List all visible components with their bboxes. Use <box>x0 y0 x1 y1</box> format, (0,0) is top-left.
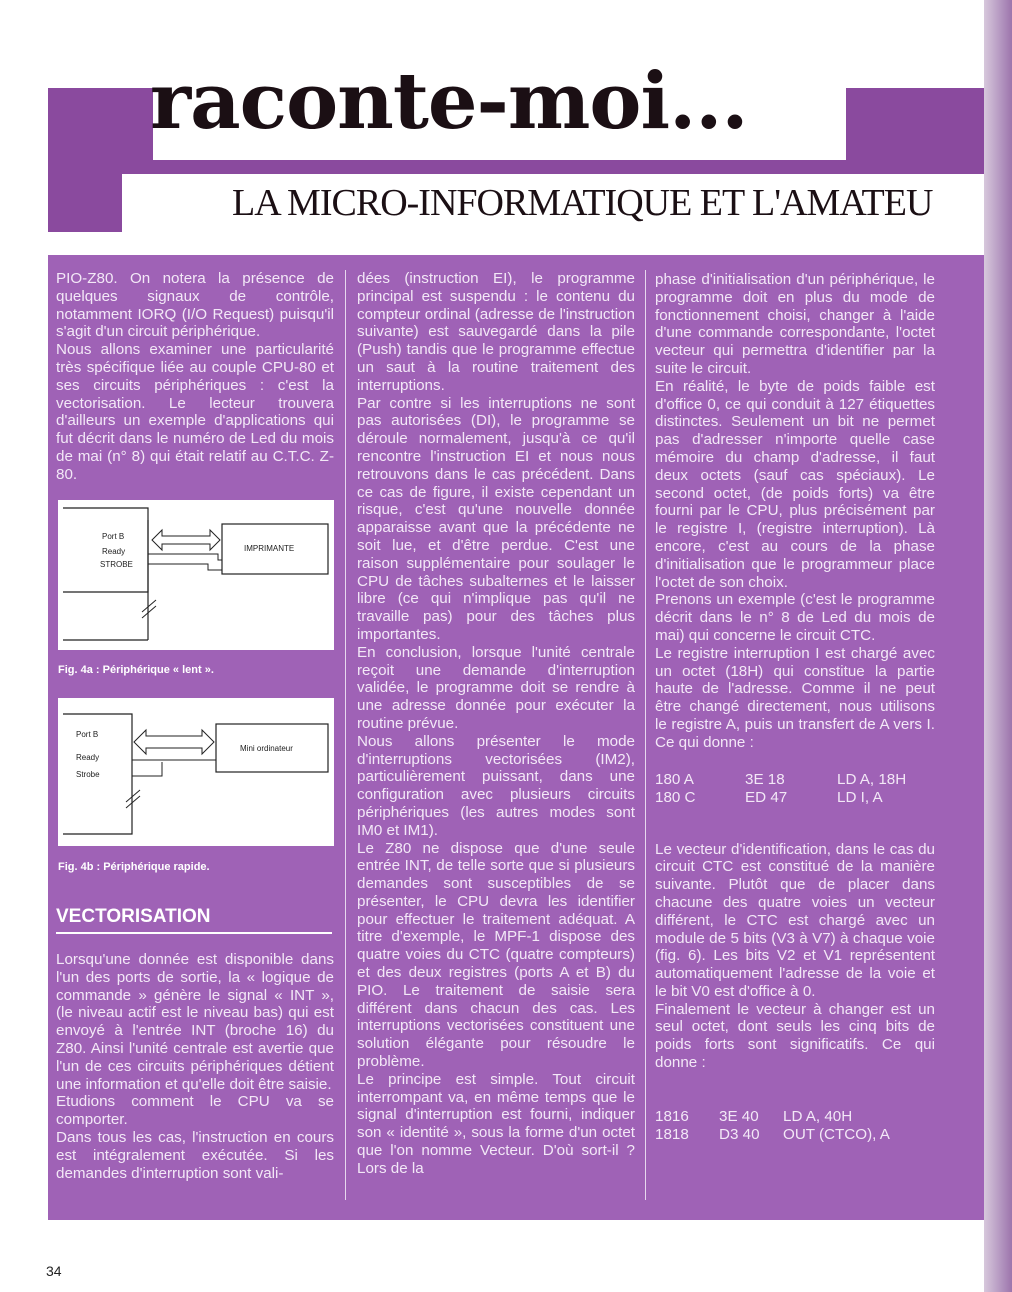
code-hex: 3E 18 <box>745 770 785 788</box>
section-heading-rule <box>56 932 332 934</box>
break-mark <box>126 790 140 802</box>
paragraph: phase d'initialisation d'un périphérique, le programme doit en plus du mode de fonctionnement choisi, changer à l'aide d'une commande correspondante, l'octet vecteur qui permettra d'identifier par la suite le circuit. <box>655 271 935 377</box>
subtitle-band <box>48 174 122 232</box>
masthead-rule <box>48 160 992 174</box>
figure-4a <box>58 500 334 650</box>
masthead-title: raconte-moi... <box>150 56 748 147</box>
code-address: 1818 <box>655 1125 689 1143</box>
break-mark <box>142 600 156 612</box>
ready-label: Ready <box>102 547 126 556</box>
paragraph: Prenons un exemple (c'est le programme décrit dans le n° 8 de Led du mois de mai) qui concerne le circuit CTC. <box>655 591 935 644</box>
port-label: Port B <box>102 532 125 541</box>
paragraph: Nous allons présenter le mode d'interruptions vectorisées (IM2), particulièrement puissant, dans une configuration avec plusieurs circuits périphériques (les autres modes sont IM0 et IM1). <box>357 732 635 839</box>
code-row <box>655 789 906 807</box>
page-number: 34 <box>46 1263 62 1279</box>
strobe-label: STROBE <box>100 560 133 569</box>
figure-4a-diagram <box>58 500 334 650</box>
code-address: 1816 <box>655 1107 689 1125</box>
code-address: 180 A <box>655 770 694 788</box>
strobe-label: Strobe <box>76 770 100 779</box>
paragraph: Par contre si les interruptions ne sont pas autorisées (DI), le programme se déroule normalement, jusqu'à ce qu'il rencontre l'instruction EI et nous nous retrouvons dans le cas précédent. Dans ce cas de figure, il existe cependant un risque, c'est qu'une nouvelle donnée apparaisse avant que la précédente ne soit lue, et d'être perdue. C'est une raison supplémentaire pour soulager le CPU de tâches subalternes et le laisser libre (ce qui n'implique pas qu'il ne travaille pas) pour des tâches plus importantes. <box>357 394 635 643</box>
code-listing-2 <box>655 1108 890 1144</box>
paragraph: Le vecteur d'identification, dans le cas du circuit CTC est constitué de la manière suivante. Plutôt que de placer dans chacune des quatre voies un vecteur différent, le CTC est chargé avec un module de 5 bits (V3 à V7) à chaque voie (fig. 6). Les bits V2 et V1 représentent automatiquement l'adresse de la voie et le bit V0 est d'office à 0. <box>655 840 935 1000</box>
column-2 <box>357 270 635 1178</box>
data-bus-arrow <box>134 730 214 754</box>
column-3 <box>655 271 935 1144</box>
code-hex: 3E 40 <box>719 1107 759 1125</box>
masthead-band-right <box>846 88 992 160</box>
code-hex: D3 40 <box>719 1125 760 1143</box>
figure-4b <box>58 698 334 846</box>
paragraph: Nous allons examiner une particularité très spécifique liée au couple CPU-80 et ses circuits périphériques : c'est la vectorisation. Le lecteur trouvera d'ailleurs un exemple d'applications qui fut décrit dans le numéro de Led du mois de mai (n° 8) qui était relatif au C.T.C. Z-80. <box>56 341 334 483</box>
code-instruction: OUT (CTCO), A <box>783 1125 890 1143</box>
break-mark <box>126 796 140 808</box>
column-1 <box>56 270 334 484</box>
figure-4a-caption: Fig. 4a : Périphérique « lent ». <box>58 664 214 676</box>
paragraph: Le Z80 ne dispose que d'une seule entrée INT, de telle sorte que si plusieurs demandes sont susceptibles de se présenter, le CPU devra les identifier pour effectuer le traitement adéquat. A titre d'exemple, le MPF-1 dispose des quatre voies du CTC (quatre compteurs) et des deux registres (ports A et B) du PIO. Le traitement de saisie sera différent dans chacun des cas. Les interruptions vectorisées constituent une solution élégante pour résoudre le problème. <box>357 839 635 1071</box>
code-row <box>655 1108 890 1126</box>
device-label: IMPRIMANTE <box>244 544 295 553</box>
paragraph: Dans tous les cas, l'instruction en cours est intégralement exécutée. Si les demandes d'interruption sont vali- <box>56 1128 334 1182</box>
section-heading: VECTORISATION <box>56 906 211 927</box>
code-row <box>655 1126 890 1144</box>
paragraph: Le registre interruption I est chargé avec un octet (18H) qui constitue la partie haute de l'adresse. Comme il ne peut être changé directement, nous utilisons le registre A, puis un transfert de A vers I. Ce qui donne : <box>655 644 935 751</box>
paragraph: Lorsqu'une donnée est disponible dans l'un des ports de sortie, la « logique de commande » génère le signal « INT », (le niveau actif est le niveau bas) qui est envoyé à l'entrée INT (broche 16) du Z80. Ainsi l'unité centrale est avertie que l'un de ces circuits périphériques détient une information et qu'elle doit être saisie. <box>56 951 334 1093</box>
code-listing-1 <box>655 771 906 807</box>
column-divider <box>645 270 646 1200</box>
paragraph: Finalement le vecteur à changer est un seul octet, dont seuls les cinq bits de poids forts sont significatifs. Ce qui donne : <box>655 1000 935 1072</box>
paragraph: Le principe est simple. Tout circuit interrompant va, en même temps que le signal d'interruption est fourni, indiquer son « identité », sous la forme d'un octet que l'on nomme Vecteur. D'où sort-il ? Lors de la <box>357 1070 635 1177</box>
paragraph: En réalité, le byte de poids faible est d'office 0, ce qui conduit à 127 étiquettes distinctes. Seulement un bit ne permet pas d'adresser n'importe quelle case mémoire du champ d'adresse, il faut deux octets (sauf cas spéciaux). Le second octet, (de poids forts) va être fourni par le CPU, plus précisément par le registre I, (registre interruption). Là encore, c'est au cours de la phase d'initialisation que le programmeur place l'octet de son choix. <box>655 377 935 591</box>
strobe-line <box>132 762 162 776</box>
break-mark <box>142 606 156 618</box>
paragraph: dées (instruction EI), le programme principal est suspendu : le contenu du compteur ordinal (adresse de l'instruction suivante) est sauvegardé dans la pile (Push) tandis que le programme effectue un saut à la routine traitement des interruptions. <box>357 270 635 394</box>
code-instruction: LD I, A <box>837 788 883 806</box>
port-label: Port B <box>76 730 99 739</box>
code-row <box>655 771 906 789</box>
device-label: Mini ordinateur <box>240 744 293 753</box>
paragraph: Etudions comment le CPU va se comporter. <box>56 1093 334 1129</box>
code-instruction: LD A, 18H <box>837 770 907 788</box>
data-bus-arrow <box>152 530 220 550</box>
ready-line <box>148 554 222 560</box>
code-address: 180 C <box>655 788 696 806</box>
strobe-line <box>148 564 222 570</box>
section-subtitle: LA MICRO-INFORMATIQUE ET L'AMATEU <box>232 182 933 224</box>
figure-4b-caption: Fig. 4b : Périphérique rapide. <box>58 861 210 873</box>
column-divider <box>345 270 346 1200</box>
code-hex: ED 47 <box>745 788 788 806</box>
masthead-band <box>48 88 153 160</box>
ready-label: Ready <box>76 753 100 762</box>
page-gutter-shadow <box>984 0 1012 1292</box>
column-1-lower <box>56 951 334 1182</box>
code-instruction: LD A, 40H <box>783 1107 853 1125</box>
paragraph: En conclusion, lorsque l'unité centrale reçoit une demande d'interruption validée, le programme doit se rendre à une adresse donnée pour exécuter la routine prévue. <box>357 643 635 732</box>
paragraph: PIO-Z80. On notera la présence de quelques signaux de contrôle, notamment IORQ (I/O Request) puisqu'il s'agit d'un circuit périphérique. <box>56 270 334 341</box>
